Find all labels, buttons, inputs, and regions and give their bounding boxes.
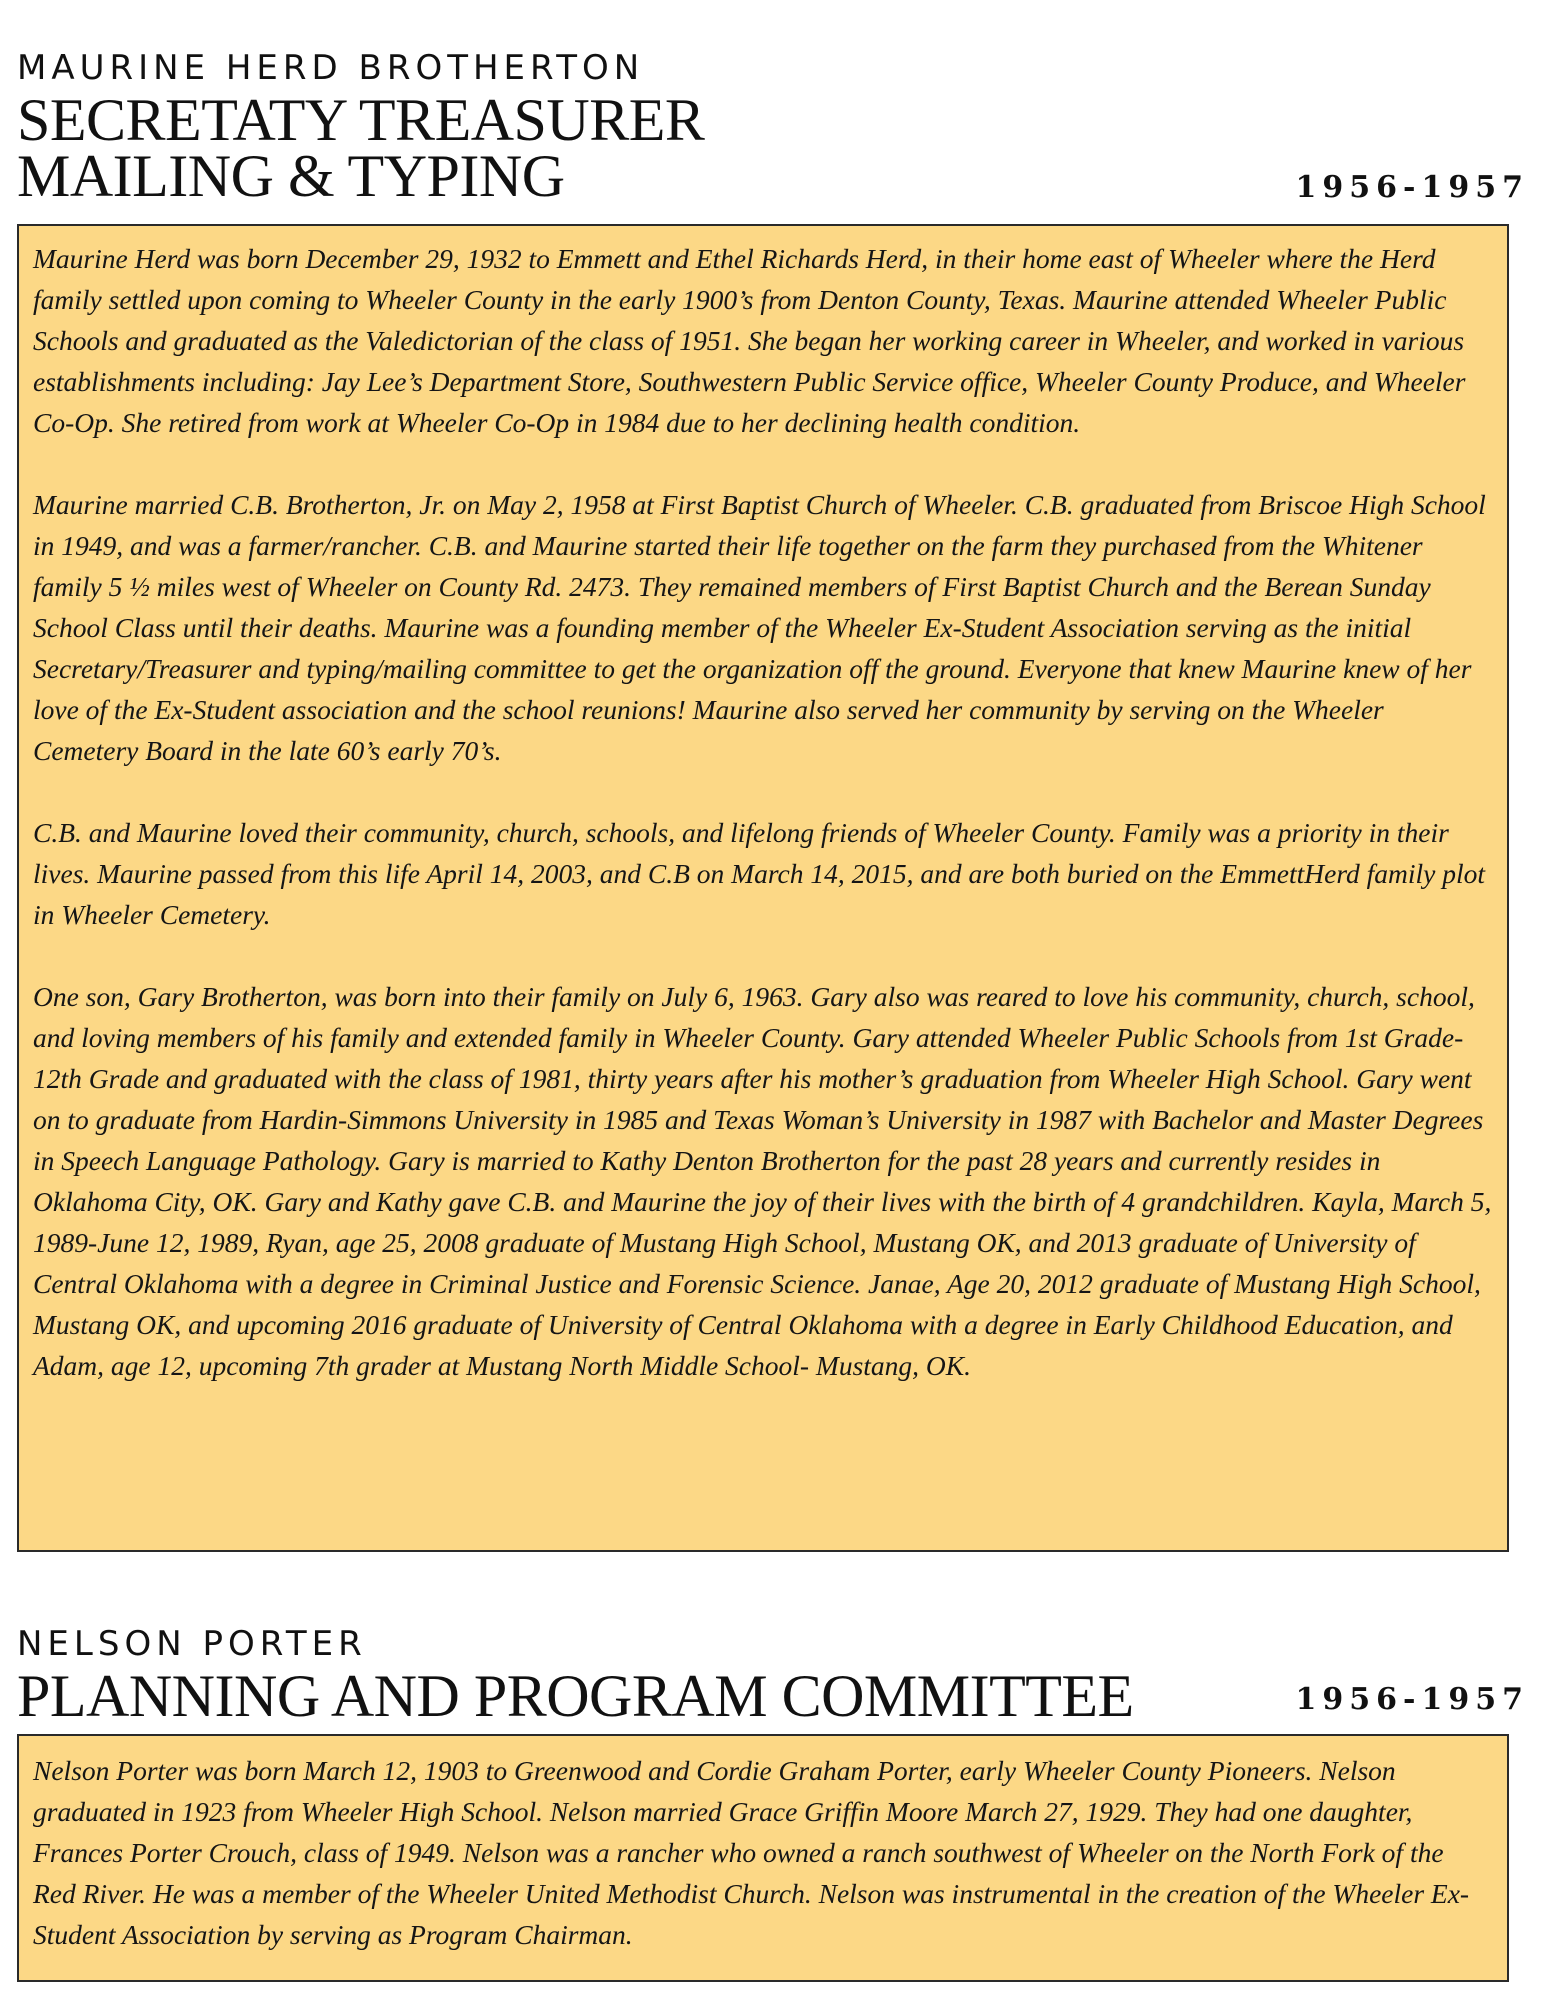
bio-paragraph: C.B. and Maurine loved their community, church, schools, and lifelong friends of Wheeler County. Family was a priority in their lives. Maurine passed from this life April 14, 2003, and C.B on March 14, 2015, and are both buried on the EmmettHerd family plot in Wheeler Cemetery. [33,817,1486,930]
bio-paragraph: Maurine Herd was born December 29, 1932 to Emmett and Ethel Richards Herd, in their home east of Wheeler where the Herd family settled upon coming to Wheeler County in the early 1900’s from Denton County, Texas. Maurine attended Wheeler Public Schools and graduated as the Valedictorian of the class of 1951. She began her working career in Wheeler, and worked in various establishments including: Jay Lee’s Department Store, Southwestern Public Service office, Wheeler County Produce, and Wheeler Co-Op. She retired from work at Wheeler Co-Op in 1984 due to her declining health condition. [33,243,1466,438]
role-title-line-2: MAILING & TYPING [17,143,565,209]
biography-box [17,224,1509,1552]
person-name: MAURINE HERD BROTHERTON [17,48,645,88]
bio-paragraph: Nelson Porter was born March 12, 1903 to Greenwood and Cordie Graham Porter, early Wheeler County Pioneers. Nelson graduated in 1923 from Wheeler High School. Nelson married Grace Griffin Moore March 27, 1929. They had one daughter, Frances Porter Crouch, class of 1949. Nelson was a rancher who owned a ranch southwest of Wheeler on the North Fork of the Red River. He was a member of the Wheeler United Methodist Church. Nelson was instrumental in the creation of the Wheeler Ex-Student Association by serving as Program Chairman. [33,1755,1470,1950]
bio-paragraph: Maurine married C.B. Brotherton, Jr. on May 2, 1958 at First Baptist Church of Wheeler. C.B. graduated from Briscoe High School in 1949, and was a farmer/rancher. C.B. and Maurine started their life together on the farm they purchased from the Whitener family 5 ½ miles west of Wheeler on County Rd. 2473. They remained members of First Baptist Church and the Berean Sunday School Class until their deaths. Maurine was a founding member of the Wheeler Ex-Student Association serving as the initial Secretary/Treasurer and typing/mailing committee to get the organization off the ground. Everyone that knew Maurine knew of her love of the Ex-Student association and the school reunions! Maurine also served her community by serving on the Wheeler Cemetery Board in the late 60’s early 70’s. [33,489,1486,766]
service-years: 1956-1957 [1295,1682,1529,1717]
bio-paragraph: One son, Gary Brotherton, was born into their family on July 6, 1963. Gary also was reared to love his community, church, school, and loving members of his family and extended family in Wheeler County. Gary attended Wheeler Public Schools from 1st Grade-12th Grade and graduated with the class of 1981, thirty years after his mother’s graduation from Wheeler High School. Gary went on to graduate from Hardin-Simmons University in 1985 and Texas Woman’s University in 1987 with Bachelor and Master Degrees in Speech Language Pathology. Gary is married to Kathy Denton Brotherton for the past 28 years and currently resides in Oklahoma City, OK. Gary and Kathy gave C.B. and Maurine the joy of their lives with the birth of 4 grandchildren. Kayla, March 5, 1989-June 12, 1989, Ryan, age 25, 2008 graduate of Mustang High School, Mustang OK, and 2013 graduate of University of Central Oklahoma with a degree in Criminal Justice and Forensic Science. Janae, Age 20, 2012 graduate of Mustang High School, Mustang OK, and upcoming 2016 graduate of University of Central Oklahoma with a degree in Early Childhood Education, and Adam, age 12, upcoming 7th grader at Mustang North Middle School- Mustang, OK. [33,981,1492,1381]
role-title-line-1: PLANNING AND PROGRAM COMMITTEE [17,1663,1134,1729]
person-name: NELSON PORTER [17,1624,367,1664]
section-brotherton-header [17,48,1529,216]
role-title-line-1: SECRETATY TREASURER [17,87,705,153]
section-porter-header [17,1624,1529,1734]
biography-box [17,1734,1509,1982]
service-years: 1956-1957 [1295,170,1529,205]
